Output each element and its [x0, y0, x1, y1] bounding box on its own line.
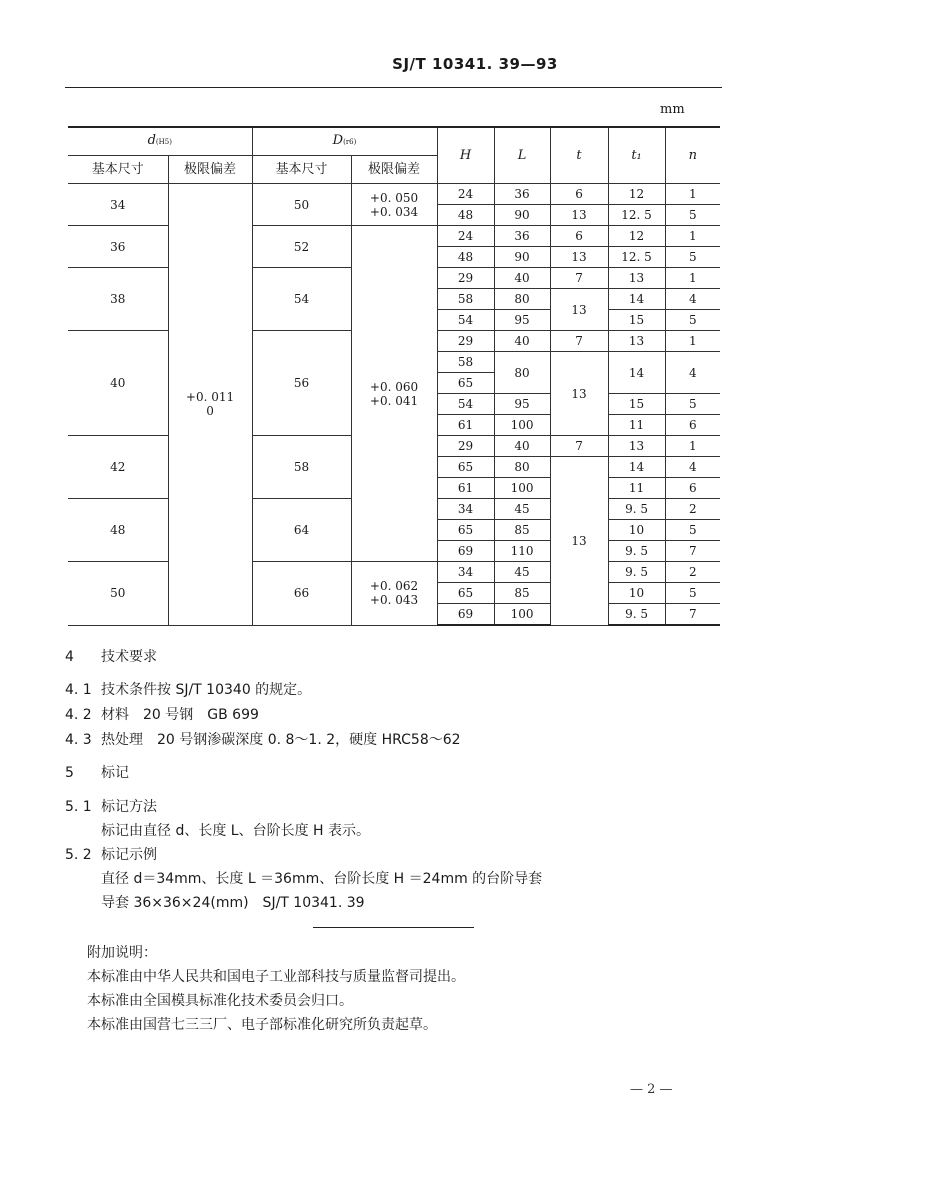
section-5-2: 5. 2 标记示例 [65, 847, 157, 863]
t1-cell: 12 [608, 184, 665, 205]
D-tol-lower: +0. 041 [369, 393, 419, 408]
t-cell: 13 [550, 352, 608, 436]
t1-cell: 14 [608, 457, 665, 478]
table-row [68, 226, 720, 247]
n-cell: 2 [665, 562, 720, 583]
n-cell: 7 [665, 604, 720, 626]
section-4-3: 4. 3 热处理 20 号钢渗碳深度 0. 8～1. 2，硬度 HRC58～62 [65, 732, 461, 748]
t1-cell: 11 [608, 478, 665, 499]
d-basic-size: 40 [68, 331, 168, 436]
n-cell: 7 [665, 541, 720, 562]
n-cell: 6 [665, 478, 720, 499]
section-5-2-example: 直径 d＝34mm、长度 L ＝36mm、台阶长度 H ＝24mm 的台阶导套 [101, 871, 543, 887]
n-cell: 5 [665, 583, 720, 604]
t1-cell: 13 [608, 436, 665, 457]
t1-cell: 13 [608, 268, 665, 289]
H-cell: 69 [437, 541, 494, 562]
L-cell: 40 [494, 268, 550, 289]
L-cell: 90 [494, 247, 550, 268]
header-rule [65, 87, 722, 88]
L-header: L [494, 127, 550, 184]
H-header: H [437, 127, 494, 184]
D-tol-lower: +0. 034 [369, 204, 419, 219]
notes-title: 附加说明： [87, 945, 157, 961]
H-cell: 29 [437, 331, 494, 352]
H-cell: 54 [437, 394, 494, 415]
t-cell: 7 [550, 331, 608, 352]
doc-header: SJ/T 10341. 39—93 [392, 55, 558, 73]
section-5-1: 5. 1 标记方法 [65, 799, 157, 815]
n-cell: 6 [665, 415, 720, 436]
n-cell: 5 [665, 394, 720, 415]
n-cell: 1 [665, 184, 720, 205]
d-basic-size: 42 [68, 436, 168, 499]
n-cell: 5 [665, 520, 720, 541]
t1-cell: 9. 5 [608, 604, 665, 626]
t1-cell: 9. 5 [608, 541, 665, 562]
L-cell: 95 [494, 394, 550, 415]
t1-header: t₁ [608, 127, 665, 184]
D-basic-size: 58 [252, 436, 351, 499]
D-basic-size: 50 [252, 184, 351, 226]
D-limit-deviation [351, 562, 437, 626]
notes-line-2: 本标准由全国模具标准化技术委员会归口。 [87, 993, 353, 1009]
L-cell: 36 [494, 226, 550, 247]
t1-cell: 14 [608, 352, 665, 394]
section-4-heading: 4 技术要求 [65, 649, 157, 665]
notes-line-1: 本标准由中华人民共和国电子工业部科技与质量监督司提出。 [87, 969, 465, 985]
L-cell: 100 [494, 604, 550, 626]
D-basic-size-header: 基本尺寸 [252, 156, 351, 184]
n-cell: 1 [665, 268, 720, 289]
d-basic-size: 34 [68, 184, 168, 226]
n-cell: 4 [665, 289, 720, 310]
d-header: d(H5) [68, 127, 252, 156]
dimension-table [68, 126, 720, 626]
D-basic-size: 52 [252, 226, 351, 268]
H-cell: 58 [437, 352, 494, 373]
L-cell: 90 [494, 205, 550, 226]
t1-cell: 12 [608, 226, 665, 247]
t-cell: 13 [550, 247, 608, 268]
L-cell: 40 [494, 436, 550, 457]
D-basic-size: 66 [252, 562, 351, 626]
t-cell: 6 [550, 184, 608, 205]
table-row [68, 562, 720, 583]
D-tol-upper: +0. 062 [369, 579, 419, 594]
t-cell: 7 [550, 436, 608, 457]
H-cell: 34 [437, 562, 494, 583]
t1-cell: 9. 5 [608, 562, 665, 583]
d-basic-size-header: 基本尺寸 [68, 156, 168, 184]
L-cell: 110 [494, 541, 550, 562]
D-header: D(r6) [252, 127, 437, 156]
H-cell: 34 [437, 499, 494, 520]
section-4-2: 4. 2 材料 20 号钢 GB 699 [65, 707, 259, 723]
L-cell: 85 [494, 583, 550, 604]
H-cell: 65 [437, 373, 494, 394]
H-cell: 54 [437, 310, 494, 331]
H-cell: 48 [437, 205, 494, 226]
n-cell: 1 [665, 226, 720, 247]
t-cell: 6 [550, 226, 608, 247]
D-limit-deviation [351, 184, 437, 226]
t-cell: 13 [550, 205, 608, 226]
H-cell: 24 [437, 226, 494, 247]
t1-cell: 11 [608, 415, 665, 436]
L-cell: 95 [494, 310, 550, 331]
L-cell: 100 [494, 478, 550, 499]
L-cell: 45 [494, 499, 550, 520]
d-limit-deviation [168, 184, 252, 626]
n-cell: 1 [665, 331, 720, 352]
d-basic-size: 48 [68, 499, 168, 562]
t1-cell: 10 [608, 520, 665, 541]
n-cell: 5 [665, 310, 720, 331]
H-cell: 65 [437, 583, 494, 604]
n-cell: 5 [665, 205, 720, 226]
D-tol-upper: +0. 060 [369, 379, 419, 394]
n-cell: 2 [665, 499, 720, 520]
notes-divider [313, 927, 474, 928]
L-cell: 45 [494, 562, 550, 583]
d-basic-size: 36 [68, 226, 168, 268]
n-header: n [665, 127, 720, 184]
t-cell: 13 [550, 457, 608, 626]
n-cell: 5 [665, 247, 720, 268]
d-limit-dev-header: 极限偏差 [168, 156, 252, 184]
header-row-1 [68, 127, 720, 156]
section-4-1: 4. 1 技术条件按 SJ/T 10340 的规定。 [65, 682, 312, 698]
t1-cell: 10 [608, 583, 665, 604]
H-cell: 65 [437, 457, 494, 478]
t1-cell: 15 [608, 394, 665, 415]
d-basic-size: 38 [68, 268, 168, 331]
D-tol-lower: +0. 043 [369, 593, 419, 608]
t1-cell: 12. 5 [608, 205, 665, 226]
D-basic-size: 56 [252, 331, 351, 436]
t1-cell: 12. 5 [608, 247, 665, 268]
L-cell: 85 [494, 520, 550, 541]
D-limit-dev-header: 极限偏差 [351, 156, 437, 184]
D-basic-size: 64 [252, 499, 351, 562]
H-cell: 29 [437, 436, 494, 457]
n-cell: 4 [665, 352, 720, 394]
table-row [68, 184, 720, 205]
D-limit-deviation [351, 226, 437, 562]
n-cell: 1 [665, 436, 720, 457]
n-cell: 4 [665, 457, 720, 478]
H-cell: 61 [437, 478, 494, 499]
section-5-2-marking: 导套 36×36×24(mm) SJ/T 10341. 39 [101, 895, 365, 911]
t-header: t [550, 127, 608, 184]
H-cell: 61 [437, 415, 494, 436]
L-cell: 80 [494, 352, 550, 394]
d-tol-upper: +0. 011 [185, 390, 235, 405]
L-cell: 100 [494, 415, 550, 436]
t-cell: 13 [550, 289, 608, 331]
H-cell: 69 [437, 604, 494, 626]
L-cell: 36 [494, 184, 550, 205]
L-cell: 80 [494, 457, 550, 478]
d-basic-size: 50 [68, 562, 168, 626]
t1-cell: 13 [608, 331, 665, 352]
page-number: — 2 — [630, 1082, 673, 1097]
d-tol-lower: 0 [206, 404, 214, 419]
H-cell: 65 [437, 520, 494, 541]
H-cell: 29 [437, 268, 494, 289]
L-cell: 80 [494, 289, 550, 310]
t1-cell: 9. 5 [608, 499, 665, 520]
D-tol-upper: +0. 050 [369, 190, 419, 205]
L-cell: 40 [494, 331, 550, 352]
H-cell: 48 [437, 247, 494, 268]
unit-label: mm [660, 102, 685, 117]
t1-cell: 14 [608, 289, 665, 310]
H-cell: 24 [437, 184, 494, 205]
t1-cell: 15 [608, 310, 665, 331]
notes-line-3: 本标准由国营七三三厂、电子部标准化研究所负责起草。 [87, 1017, 437, 1033]
t-cell: 7 [550, 268, 608, 289]
D-basic-size: 54 [252, 268, 351, 331]
section-5-1-text: 标记由直径 d、长度 L、台阶长度 H 表示。 [101, 823, 371, 839]
section-5-heading: 5 标记 [65, 765, 129, 781]
H-cell: 58 [437, 289, 494, 310]
